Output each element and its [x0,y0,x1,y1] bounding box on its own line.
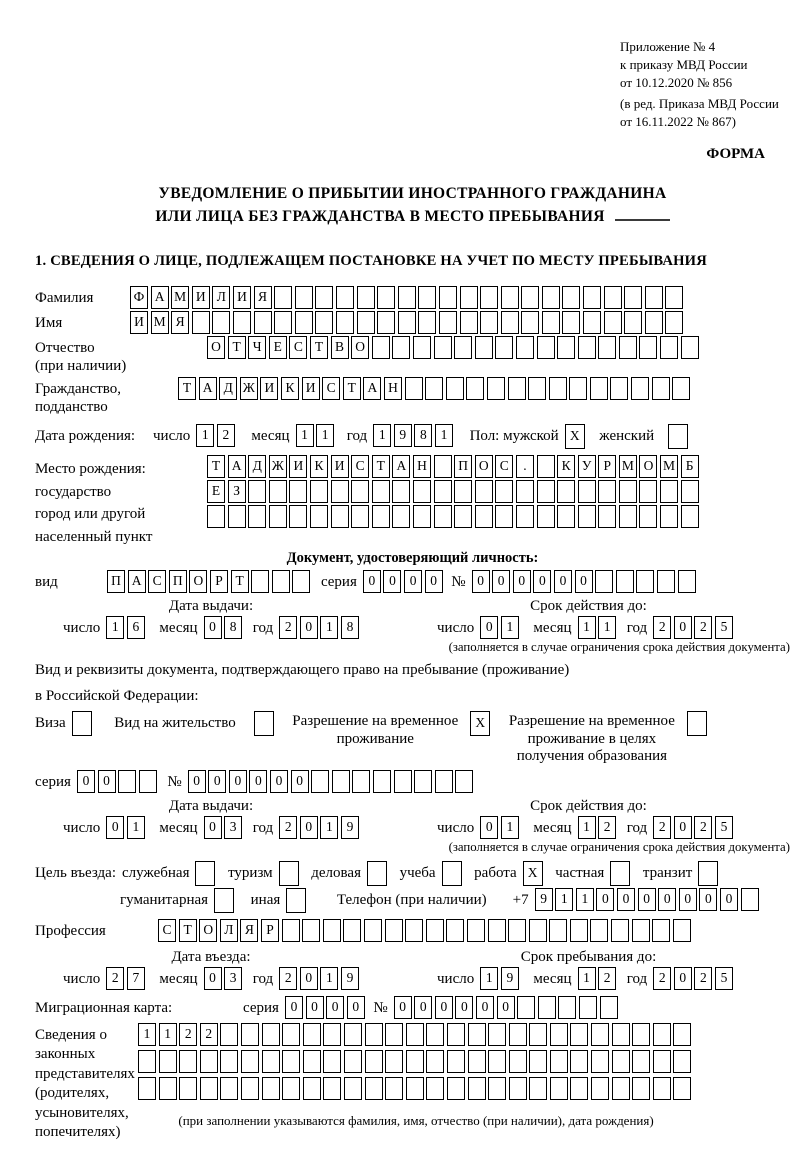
doc-issue-year-cells[interactable]: 2 0 1 8 [279,616,361,639]
representatives-cells-2[interactable] [138,1050,694,1073]
entry-month-cells[interactable]: 0 3 [204,967,245,990]
representatives-label-line6: попечителях) [35,1124,121,1140]
doc-valid-day-cells[interactable]: 0 1 [480,616,521,639]
temp-residence-label-line2: проживание [336,730,414,747]
birth-place-label-line3: город или другой [35,506,146,522]
purpose-study-checkbox[interactable] [442,861,465,886]
profession-label: Профессия [35,922,106,939]
doc-valid-year-cells[interactable]: 2 0 2 5 [653,616,735,639]
purpose-business-label: деловая [311,864,361,881]
purpose-work-label: работа [474,864,517,881]
sex-female-label: женский [599,428,655,444]
permit-valid-col [387,797,790,839]
entry-year-cells[interactable]: 2 0 1 9 [279,967,361,990]
citizenship-label-line1: Гражданство, [35,381,122,397]
doc-valid-col [387,597,790,639]
birth-place-cells-2[interactable]: Е З [207,480,701,503]
visa-label: Виза [35,715,66,731]
entry-date-col [35,948,387,990]
appendix-line-1: Приложение № 4 [620,39,716,54]
temp-residence-label [292,711,458,748]
temp-residence-edu-label-line3: получения образования [516,748,668,764]
day-label: число [63,819,101,836]
temp-residence-edu-label-line1: Разрешение на временное [508,713,675,729]
purpose-business-checkbox[interactable] [367,861,390,886]
mig-number-cells[interactable]: 0 0 0 0 0 0 [394,996,621,1019]
purpose-humanitarian-label: гуманитарная [120,891,209,908]
doc-issue-title: Дата выдачи: [168,598,254,614]
patronymic-cells[interactable]: О Т Ч Е С Т В О [207,336,701,359]
visa-checkbox[interactable] [72,711,95,736]
title-underline [615,209,670,221]
migration-card-row [35,996,790,1019]
entry-stay-dates [35,948,790,990]
purpose-transit-label: транзит [642,864,693,881]
entry-purpose-row2 [35,888,790,913]
permit-series-cells[interactable]: 0 0 [77,770,159,793]
doc-number-cells[interactable]: 0 0 0 0 0 0 [472,570,699,593]
year-label: год [252,819,274,836]
day-label: число [63,620,101,636]
month-label: месяц [533,620,572,636]
doc-issue-day-cells[interactable]: 1 6 [106,616,147,639]
month-label: месяц [533,819,572,836]
birth-year-label: год [346,428,368,444]
purpose-private-label: частная [555,864,605,881]
purpose-humanitarian-checkbox[interactable] [214,888,237,913]
edition-line-2: от 16.11.2022 № 867) [620,114,737,129]
profession-row [35,919,790,942]
residence-options-row [35,711,790,766]
year-label: год [252,620,274,636]
purpose-other-label: иная [250,891,281,908]
surname-cells[interactable]: Ф А М И Л И Я [130,286,686,309]
phone-prefix: +7 [512,891,529,908]
temp-residence-edu-label-line2: проживание в целях [527,730,657,747]
appendix-line-2: к приказу МВД России [620,57,748,72]
representatives-label [35,1023,138,1143]
permit-issue-month-cells[interactable]: 0 3 [204,816,245,839]
birth-day-label: число [153,428,191,444]
name-row [35,311,790,334]
month-label: месяц [533,970,572,987]
mig-series-cells[interactable]: 0 0 0 0 [285,996,367,1019]
day-label: число [437,970,475,987]
birth-place-label-line1: Место рождения: [35,461,146,477]
representatives-cellblock [138,1023,694,1129]
year-label: год [252,970,274,987]
day-label: число [63,970,101,987]
female-checkbox[interactable] [668,424,691,449]
stay-day-cells[interactable]: 1 9 [480,967,521,990]
identity-doc-title: Документ, удостоверяющий личность: [286,550,539,566]
birth-place-label-line2: государство [35,483,112,500]
residence-permit-checkbox[interactable] [254,711,277,736]
doc-number-sign: № [451,574,466,590]
edition-block [620,95,790,131]
entry-day-cells[interactable]: 2 7 [106,967,147,990]
stay-until-col [387,948,790,990]
doc-kind-label: вид [35,574,58,590]
birth-place-label-line4: населенный пункт [35,528,153,545]
permit-issue-col [35,797,387,839]
permit-valid-title: Срок действия до: [530,797,647,814]
representatives-label-line2: законных [35,1046,96,1062]
citizenship-row [35,377,790,416]
appendix-line-3: от 10.12.2020 № 856 [620,75,733,90]
year-label: год [626,970,648,987]
migration-card-label: Миграционная карта: [35,999,173,1016]
representatives-label-line3: представителях [35,1065,135,1082]
permit-issue-day-cells[interactable]: 0 1 [106,816,147,839]
doc-series-cells[interactable]: 0 0 0 0 [363,570,445,593]
section1-title: 1. СВЕДЕНИЯ О ЛИЦЕ, ПОДЛЕЖАЩЕМ ПОСТАНОВКЕ НА УЧЕТ ПО МЕСТУ ПРЕБЫВАНИЯ [35,253,707,269]
birth-place-cellstack [207,455,701,528]
citizenship-label [35,377,178,416]
permit-series-label: серия [35,773,71,790]
mig-number-sign: № [373,999,388,1016]
purpose-private-checkbox[interactable] [610,861,633,886]
permit-number-cells[interactable]: 0 0 0 0 0 0 [188,770,476,793]
patronymic-label-line1: Отчество [35,340,95,356]
purpose-study-label: учеба [399,864,436,881]
permit-valid-month-cells[interactable]: 1 2 [578,816,619,839]
month-label: месяц [159,819,198,836]
surname-row [35,286,790,309]
doc-issue-month-cells[interactable]: 0 8 [204,616,245,639]
edition-line-1: (в ред. Приказа МВД России [620,96,779,111]
birth-place-row [35,455,790,548]
stay-year-cells[interactable]: 2 0 2 5 [653,967,735,990]
birth-place-label [35,455,207,548]
sex-male-label: Пол: мужской [469,428,559,444]
patronymic-label-line2: (при наличии) [35,358,127,374]
appendix-block [620,38,790,131]
entry-purpose-label: Цель въезда: [35,864,116,881]
form-title [35,182,790,228]
entry-date-title: Дата въезда: [171,948,251,965]
permit-issue-year-cells[interactable]: 2 0 1 9 [279,816,361,839]
purpose-work-checkbox[interactable]: X [523,861,546,886]
year-label: год [626,819,648,836]
representatives-row [35,1023,790,1143]
permit-dates [35,797,790,855]
resident-doc-line2: в Российской Федерации: [35,688,199,704]
identity-doc-dates [35,597,790,655]
profession-cells[interactable]: С Т О Л Я Р [158,919,693,942]
purpose-tourism-checkbox[interactable] [279,861,302,886]
citizenship-label-line2: подданство [35,399,108,415]
birth-year-cells[interactable]: 1 9 8 1 [373,424,455,447]
resident-doc-line1: Вид и реквизиты документа, подтверждающего право на пребывание (проживание) [35,662,570,678]
representatives-label-line4: (родителях, [35,1085,110,1101]
doc-issue-col [35,597,387,639]
permit-valid-year-cells[interactable]: 2 0 2 5 [653,816,735,839]
phone-cells[interactable]: 9 1 1 0 0 0 0 0 0 0 [535,888,762,911]
month-label: месяц [159,620,198,636]
day-label: число [437,819,475,836]
doc-series-label: серия [320,574,357,590]
patronymic-row [35,336,790,375]
name-label: Имя [35,315,63,331]
temp-residence-checkbox[interactable]: X [470,711,493,736]
permit-series-row [35,770,790,793]
temp-residence-label-line1: Разрешение на временное [292,713,459,729]
form-title-line2-wrap [35,205,790,228]
purpose-other-checkbox[interactable] [286,888,309,913]
forma-label: ФОРМА [706,146,765,162]
birth-place-cells-1[interactable]: Т А Д Ж И К И С Т А Н П О С . К У Р М О М Б [207,455,701,478]
entry-purpose-row [35,861,790,886]
doc-valid-month-cells[interactable]: 1 1 [578,616,619,639]
surname-label: Фамилия [35,290,94,306]
day-label: число [437,620,475,636]
birth-month-cells[interactable]: 1 1 [296,424,337,447]
phone-label: Телефон (при наличии) [336,891,487,908]
identity-doc-row [35,570,790,593]
citizenship-cells[interactable]: Т А Д Ж И К И С Т А Н [178,377,693,400]
year-label: год [626,620,648,636]
temp-residence-edu-label [509,711,675,766]
representatives-cells-1[interactable]: 1 1 2 2 [138,1023,694,1046]
birth-month-label: месяц [251,428,290,444]
permit-valid-day-cells[interactable]: 0 1 [480,816,521,839]
male-checkbox[interactable]: X [565,424,588,449]
temp-residence-edu-checkbox[interactable] [687,711,710,736]
form-title-line1: УВЕДОМЛЕНИЕ О ПРИБЫТИИ ИНОСТРАННОГО ГРАЖДАНИНА [158,185,667,202]
doc-valid-note: (заполняется в случае ограничения срока действия документа) [448,640,790,654]
form-title-line2: ИЛИ ЛИЦА БЕЗ ГРАЖДАНСТВА В МЕСТО ПРЕБЫВАНИЯ [155,208,605,225]
birth-day-cells[interactable]: 1 2 [196,424,237,447]
mig-series-label: серия [243,999,279,1016]
month-label: месяц [159,970,198,987]
stay-month-cells[interactable]: 1 2 [578,967,619,990]
residence-permit-label: Вид на жительство [114,715,236,731]
patronymic-label [35,336,207,375]
representatives-label-line1: Сведения о [35,1026,107,1043]
representatives-cells-3[interactable] [138,1077,694,1100]
permit-issue-title: Дата выдачи: [168,797,254,814]
birth-place-cells-3[interactable] [207,505,701,528]
purpose-tourism-label: туризм [228,864,273,881]
permit-number-sign: № [167,773,182,790]
purpose-transit-checkbox[interactable] [698,861,721,886]
birth-date-row [35,424,790,449]
stay-until-title: Срок пребывания до: [520,948,657,965]
name-cells[interactable]: И М Я [130,311,686,334]
doc-valid-title: Срок действия до: [530,598,647,614]
representatives-label-line5: усыновителях, [35,1104,129,1121]
purpose-official-checkbox[interactable] [195,861,218,886]
purpose-official-label: служебная [121,864,190,881]
permit-valid-note: (заполняется в случае ограничения срока действия документа) [448,839,790,854]
doc-kind-cells[interactable]: П А С П О Р Т [107,570,313,593]
representatives-note: (при заполнении указываются фамилия, имя, отчество (при наличии), дата рождения) [178,1112,654,1128]
birth-date-label: Дата рождения: [35,428,136,444]
